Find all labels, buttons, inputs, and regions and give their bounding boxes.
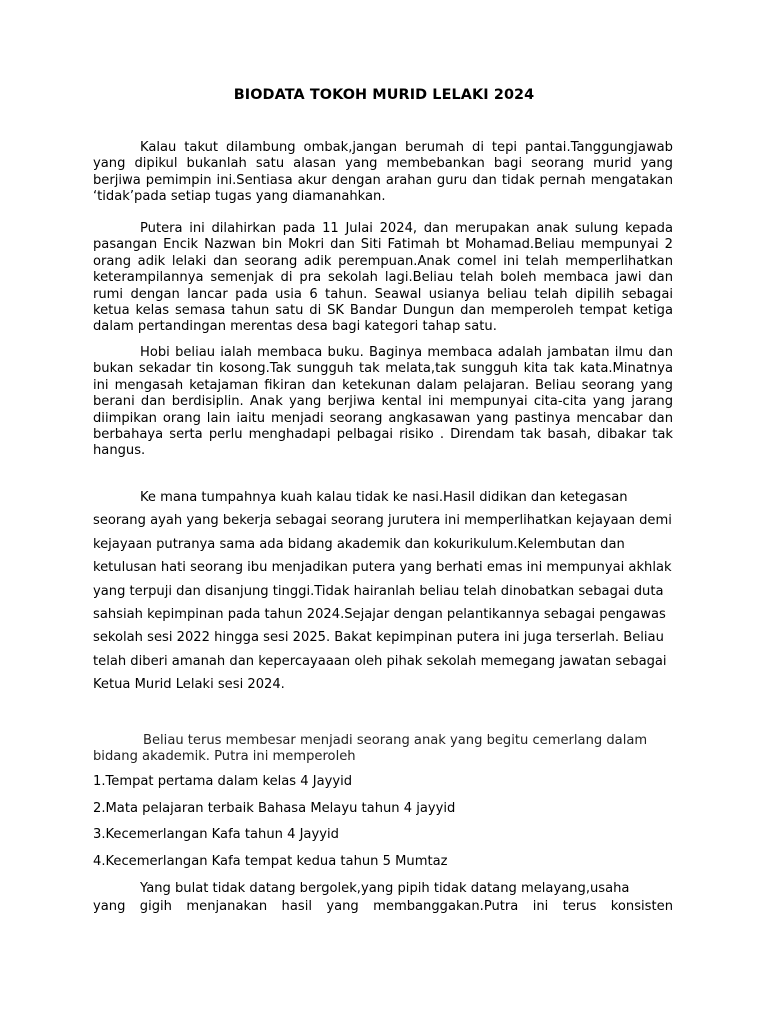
achievement-item: 3.Kecemerlangan Kafa tahun 4 Jayyid <box>93 827 339 842</box>
achievement-item: 4.Kecemerlangan Kafa tempat kedua tahun 5 Mumtaz <box>93 854 448 869</box>
paragraph-birth: Putera ini dilahirkan pada 11 Julai 2024, dan merupakan anak sulung kepada pasangan Encik Nazwan bin Mokri dan Siti Fatimah bt Mohamad.Beliau mempunyai 2 orang adik lelaki dan seorang adik perempuan.Anak comel ini telah memperlihatkan keterampilannya semenjak di pra sekolah lagi.Beliau telah boleh membaca jawi dan rumi dengan lancar pada usia 6 tahun. Seawal usianya beliau telah dipilih sebagai ketua kelas semasa tahun satu di SK Bandar Dungun dan memperoleh tempat ketiga dalam pertandingan merentas desa bagi kategori tahap satu. <box>93 221 673 335</box>
closing-line-2: yang gigih menjanakan hasil yang membanggakan.Putra ini terus konsisten <box>93 899 673 914</box>
paragraph-academic: Beliau terus membesar menjadi seorang anak yang begitu cemerlang dalam bidang akademik. Putra ini memperoleh <box>93 733 648 764</box>
achievement-item: 2.Mata pelajaran terbaik Bahasa Melayu tahun 4 jayyid <box>93 801 456 816</box>
paragraph-intro: Kalau takut dilambung ombak,jangan berumah di tepi pantai.Tanggungjawab yang dipikul bukanlah satu alasan yang membebankan bagi seorang murid yang berjiwa pemimpin ini.Sentiasa akur dengan arahan guru dan tidak pernah mengatakan ‘tidak’pada setiap tugas yang diamanahkan. <box>93 140 673 205</box>
paragraph-family: Ke mana tumpahnya kuah kalau tidak ke nasi.Hasil didikan dan ketegasan seorang ayah yang bekerja sebagai seorang jurutera ini memperlihatkan kejayaan demi kejayaan putranya sama ada bidang akademik dan kokurikulum.Kelembutan dan ketulusan hati seorang ibu menjadikan putera yang berhati emas ini mempunyai akhlak yang terpuji dan disanjung tinggi.Tidak hairanlah beliau telah dinobatkan sebagai duta sahsiah kepimpinan pada tahun 2024.Sejajar dengan pelantikannya sebagai pengawas sekolah sesi 2022 hingga sesi 2025. Bakat kepimpinan putera ini juga terserlah. Beliau telah diberi amanah dan kepercayaaan oleh pihak sekolah memegang jawatan sebagai Ketua Murid Lelaki sesi 2024. <box>93 490 672 693</box>
closing-line-1: Yang bulat tidak datang bergolek,yang pipih tidak datang melayang,usaha <box>140 881 630 896</box>
achievement-item: 1.Tempat pertama dalam kelas 4 Jayyid <box>93 774 353 789</box>
document-title: BIODATA TOKOH MURID LELAKI 2024 <box>233 87 535 103</box>
paragraph-hobby: Hobi beliau ialah membaca buku. Baginya membaca adalah jambatan ilmu dan bukan sekadar tin kosong.Tak sungguh tak melata,tak sungguh kita tak kata.Minatnya ini mengasah ketajaman fikiran dan ketekunan dalam pelajaran. Beliau seorang yang berani dan berdisiplin. Anak yang berjiwa kental ini mempunyai cita-cita yang jarang diimpikan orang lain iaitu menjadi seorang angkasawan yang pastinya mencabar dan berbahaya serta perlu menghadapi pelbagai risiko . Direndam tak basah, dibakar tak hangus. <box>93 345 673 459</box>
